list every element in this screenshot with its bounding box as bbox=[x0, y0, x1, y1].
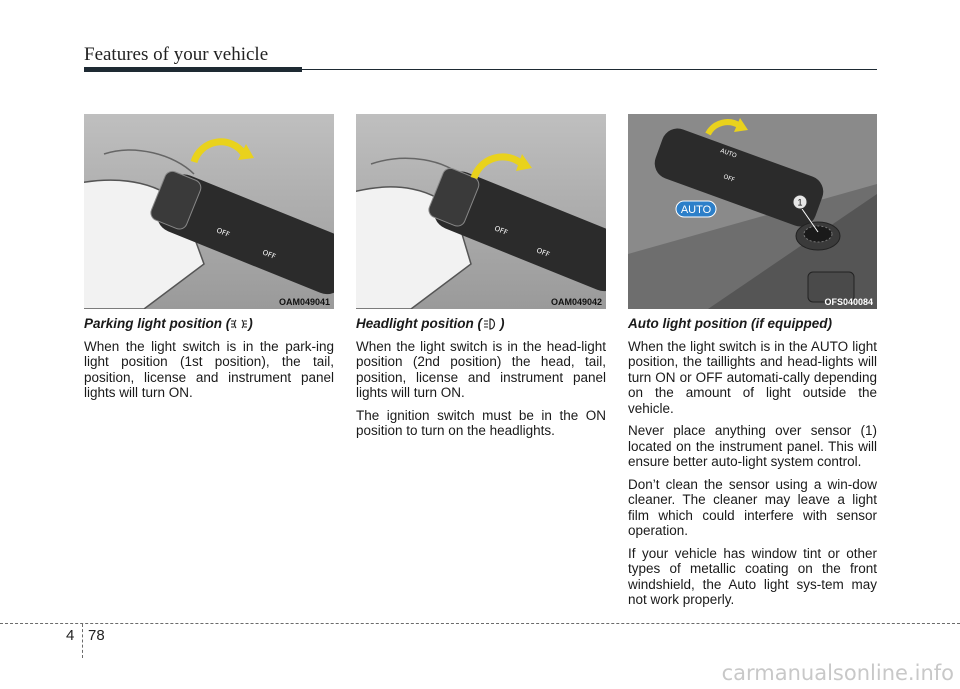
paragraph: Don’t clean the sensor using a win-dow cleaner. The cleaner may leave a light film which could interfere with sensor operation. bbox=[628, 476, 877, 538]
paragraph: The ignition switch must be in the ON position to turn on the headlights. bbox=[356, 407, 606, 438]
section-heading: Auto light position (if equipped) bbox=[628, 316, 832, 331]
headlight-icon bbox=[482, 318, 500, 330]
figure-code: OFS040084 bbox=[824, 297, 873, 307]
header-rule bbox=[302, 69, 877, 70]
auto-badge: AUTO bbox=[680, 204, 712, 216]
page-number: 78 bbox=[88, 627, 105, 644]
section-heading: Headlight position ( ) bbox=[356, 316, 505, 331]
svg-text:OFF: OFF bbox=[261, 248, 277, 261]
paragraph: If your vehicle has window tint or other types of metallic coating on the front windshield, the Auto light sys-tem may not work properly. bbox=[628, 545, 877, 607]
figure-parking-light bbox=[84, 114, 334, 309]
svg-text:OFF: OFF bbox=[493, 224, 509, 237]
svg-text:OFF: OFF bbox=[722, 173, 736, 184]
paragraph: When the light switch is in the park-ing light position (1st position), the tail, position, license and instrument panel lights will turn ON. bbox=[84, 338, 334, 400]
sensor-callout: 1 bbox=[797, 197, 803, 208]
figure-headlight bbox=[356, 114, 606, 309]
paragraph: When the light switch is in the head-light position (2nd position) the head, tail, position, license and instrument panel lights will turn ON. bbox=[356, 338, 606, 400]
header-accent-bar bbox=[84, 67, 302, 72]
footer-rule bbox=[0, 623, 960, 624]
light-switch-illustration bbox=[84, 114, 334, 309]
light-switch-illustration bbox=[356, 114, 606, 309]
footer-divider bbox=[82, 624, 83, 658]
paragraph: Never place anything over sensor (1) located on the instrument panel. This will ensure better auto-light system control. bbox=[628, 423, 877, 469]
watermark: carmanualsonline.info bbox=[721, 661, 954, 685]
section-auto-light bbox=[628, 316, 877, 615]
auto-light-illustration bbox=[628, 114, 877, 309]
section-headlight bbox=[356, 316, 606, 446]
section-parking-light bbox=[84, 316, 334, 408]
svg-text:AUTO: AUTO bbox=[719, 147, 738, 160]
section-heading: Parking light position ( ) bbox=[84, 316, 253, 331]
figure-code: OAM049042 bbox=[550, 297, 602, 307]
figure-auto-light bbox=[628, 114, 877, 309]
svg-text:OFF: OFF bbox=[535, 246, 551, 259]
svg-text:OFF: OFF bbox=[215, 226, 231, 239]
page-header-title: Features of your vehicle bbox=[84, 44, 269, 65]
parking-light-icon bbox=[230, 318, 248, 330]
paragraph: When the light switch is in the AUTO light position, the taillights and head-lights will turn ON or OFF automati-cally depending on the amount of light outside the vehicle. bbox=[628, 338, 877, 416]
figure-code: OAM049041 bbox=[278, 297, 330, 307]
chapter-number: 4 bbox=[66, 627, 75, 644]
